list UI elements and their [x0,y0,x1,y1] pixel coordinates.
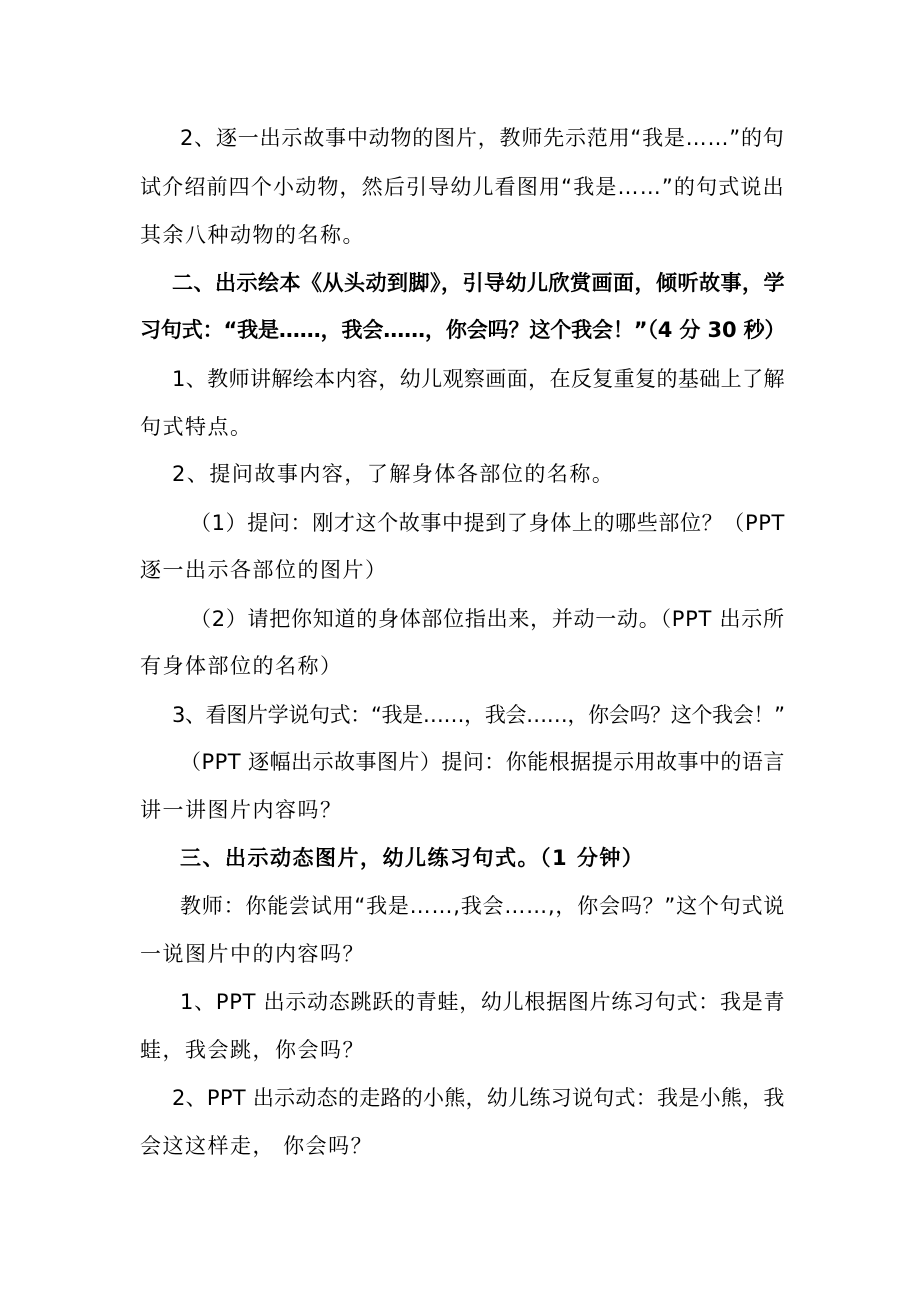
paragraph-line: 3、看图片学说句式：“我是……，我会……，你会吗？这个我会！” [172,703,785,727]
paragraph-line: 其余八种动物的名称。 [140,223,365,247]
paragraph-line: 一说图片中的内容吗？ [140,942,365,966]
paragraph-line: 1、教师讲解绘本内容，幼儿观察画面，在反复重复的基础上了解 [172,367,785,391]
paragraph-line: 逐一出示各部位的图片） [140,558,388,582]
paragraph-line: 蛙，我会跳，你会吗？ [140,1038,365,1062]
section-heading-line: 三、出示动态图片，幼儿练习句式。（1 分钟） [180,846,645,870]
paragraph-line: 2、逐一出示故事中动物的图片，教师先示范用“我是……”的句 [180,126,785,150]
section-heading-line: 二、出示绘本《从头动到脚》，引导幼儿欣赏画面，倾听故事，学 [172,271,785,295]
paragraph-line: 会这这样走， 你会吗？ [140,1134,374,1158]
paragraph-line: 试介绍前四个小动物，然后引导幼儿看图用“我是……”的句式说出 [140,175,785,199]
paragraph-line: 讲一讲图片内容吗？ [140,798,343,822]
section-heading-line: 习句式：“我是……，我会……，你会吗？这个我会！”（4 分 30 秒） [140,318,786,342]
paragraph-line: 有身体部位的名称） [140,654,343,678]
paragraph-line: 教师：你能尝试用“我是……,我会……,，你会吗？”这个句式说 [180,894,786,918]
paragraph-line: 2、PPT 出示动态的走路的小熊，幼儿练习说句式：我是小熊，我 [172,1086,785,1110]
paragraph-line: （1）提问：刚才这个故事中提到了身体上的哪些部位？（PPT [190,511,786,535]
paragraph-line: 2、提问故事内容，了解身体各部位的名称。 [172,462,615,486]
paragraph-line: （2）请把你知道的身体部位指出来，并动一动。（PPT 出示所 [190,607,785,631]
paragraph-line: 1、PPT 出示动态跳跃的青蛙，幼儿根据图片练习句式：我是青 [180,990,786,1014]
paragraph-line: （PPT 逐幅出示故事图片）提问：你能根据提示用故事中的语言 [180,750,785,774]
paragraph-line: 句式特点。 [140,415,253,439]
